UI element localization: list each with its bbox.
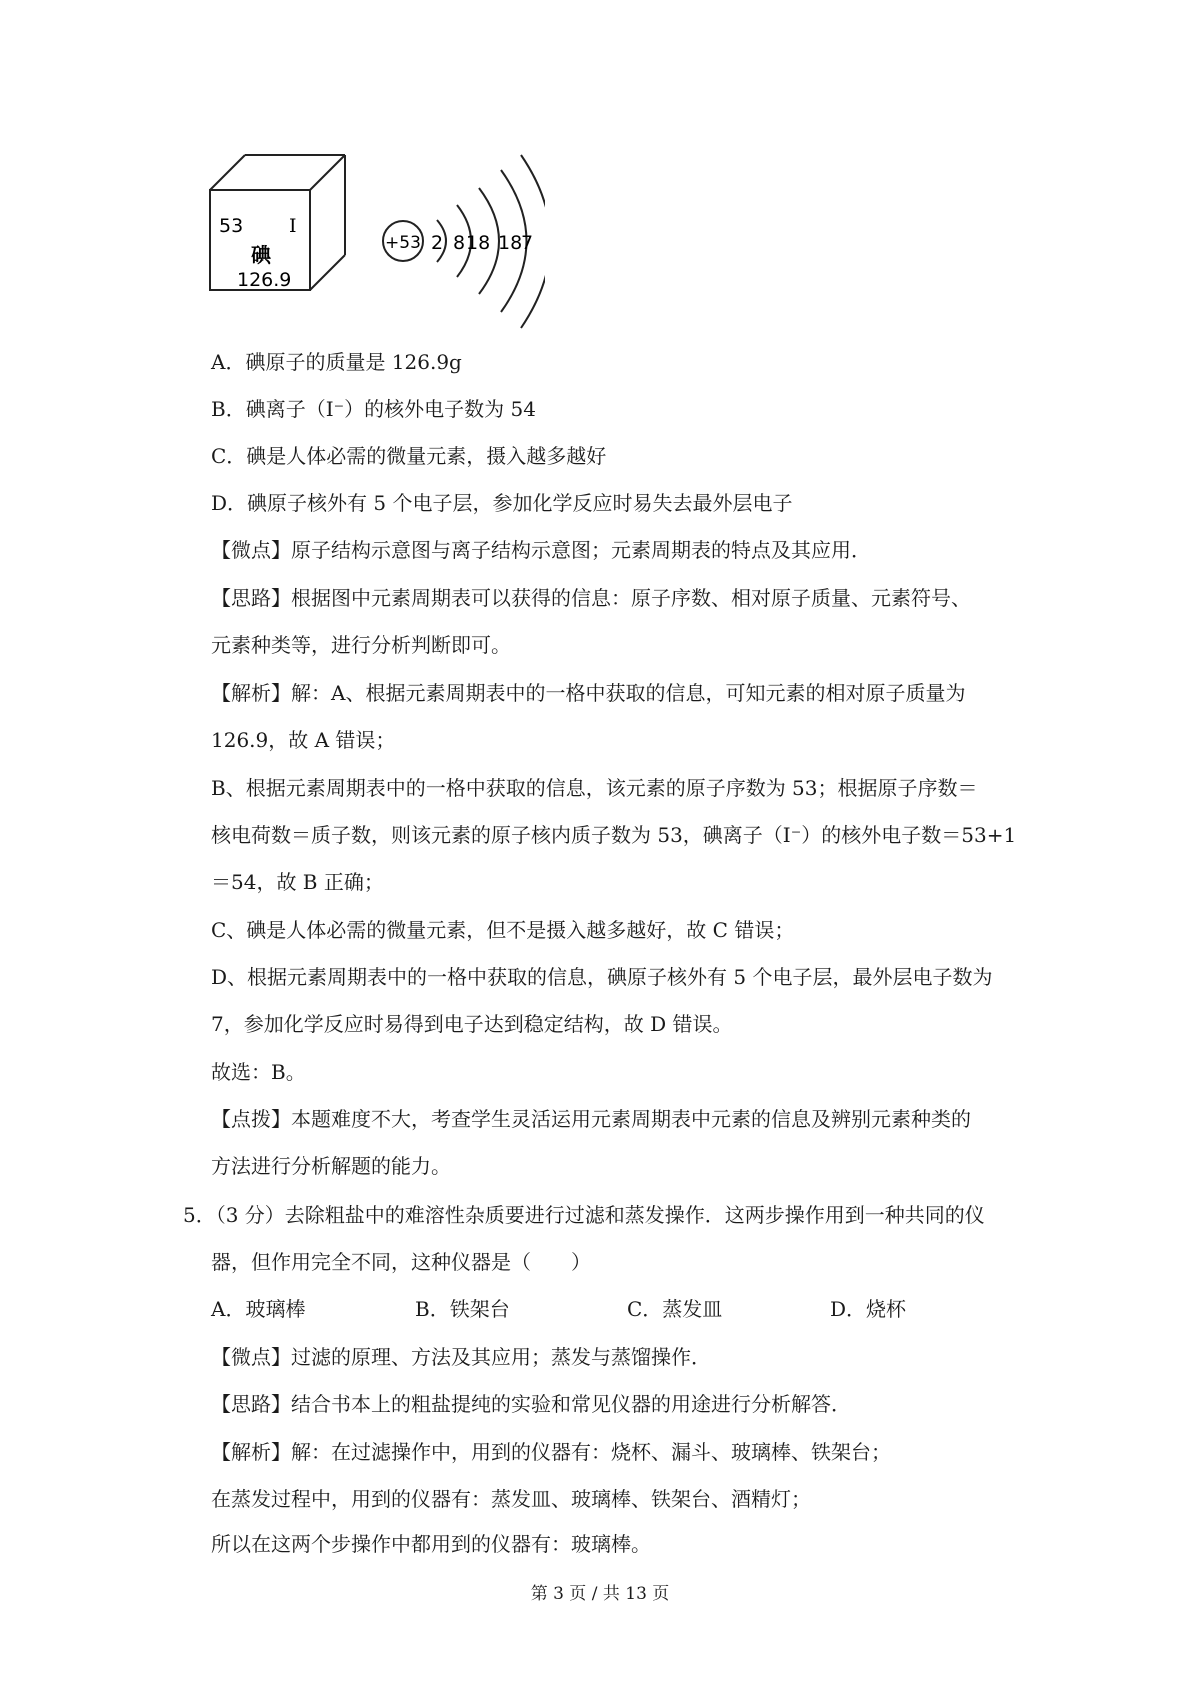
q5-silu: 【思路】结合书本上的粗盐提纯的实验和常见仪器的用途进行分析解答． <box>211 1392 851 1416</box>
q5-option-c: C．蒸发皿 <box>627 1297 723 1321</box>
q5-jiexi-line: 【解析】解：在过滤操作中，用到的仪器有：烧杯、漏斗、玻璃棒、铁架台； <box>211 1440 891 1464</box>
q4-jiexi-line: 【解析】解：A、根据元素周期表中的一格中获取的信息，可知元素的相对原子质量为 <box>211 681 966 705</box>
shell-electron-count: 18 <box>498 232 523 254</box>
q4-dianbo-line: 【点拨】本题难度不大，考查学生灵活运用元素周期表中元素的信息及辨别元素种类的 <box>211 1107 971 1131</box>
q4-jiexi-line: 7，参加化学反应时易得到电子达到稳定结构，故 D 错误。 <box>211 1012 733 1036</box>
q4-jiexi-line: C、碘是人体必需的微量元素，但不是摄入越多越好，故 C 错误； <box>211 918 795 942</box>
q5-option-b: B．铁架台 <box>415 1297 510 1321</box>
page-footer: 第 3 页 / 共 13 页 <box>530 1584 670 1604</box>
q5-weidian: 【微点】过滤的原理、方法及其应用；蒸发与蒸馏操作． <box>211 1345 711 1369</box>
q4-option-b: B．碘离子（I⁻）的核外电子数为 54 <box>211 397 536 421</box>
q4-jiexi-line: ＝54，故 B 正确； <box>211 870 384 894</box>
q4-jiexi-line: 核电荷数＝质子数，则该元素的原子核内质子数为 53，碘离子（I⁻）的核外电子数＝53+1 <box>211 823 1017 847</box>
atomic-structure-diagram <box>383 155 545 328</box>
iodine-figure <box>205 150 545 335</box>
q4-weidian: 【微点】原子结构示意图与离子结构示意图；元素周期表的特点及其应用． <box>211 538 871 562</box>
q4-silu-line: 元素种类等，进行分析判断即可。 <box>211 633 511 657</box>
q5-stem-line: 器，但作用完全不同，这种仪器是（ ） <box>211 1250 591 1274</box>
q5-option-d: D．烧杯 <box>830 1297 907 1321</box>
atomic-mass: 126.9 <box>237 269 292 291</box>
q4-option-c: C．碘是人体必需的微量元素，摄入越多越好 <box>211 444 607 468</box>
q4-dianbo-line: 方法进行分析解题的能力。 <box>211 1154 451 1178</box>
q5-jiexi-line: 所以在这两个步操作中都用到的仪器有：玻璃棒。 <box>211 1532 651 1556</box>
q5-stem-line: 5．（3 分）去除粗盐中的难溶性杂质要进行过滤和蒸发操作．这两步操作用到一种共同的仪 <box>183 1203 985 1227</box>
q4-jiexi-line: D、根据元素周期表中的一格中获取的信息，碘原子核外有 5 个电子层，最外层电子数为 <box>211 965 993 989</box>
shell-electron-count: 18 <box>466 232 491 254</box>
q5-option-a: A．玻璃棒 <box>211 1297 306 1321</box>
element-name: 碘 <box>251 243 271 267</box>
shell-electron-count: 8 <box>453 232 466 254</box>
q4-jiexi-line: 126.9，故 A 错误； <box>211 728 396 752</box>
nucleus-charge: +53 <box>385 233 421 253</box>
q4-jiexi-line: B、根据元素周期表中的一格中获取的信息，该元素的原子序数为 53；根据原子序数＝ <box>211 776 978 800</box>
q4-option-d: D．碘原子核外有 5 个电子层，参加化学反应时易失去最外层电子 <box>211 491 793 515</box>
atomic-number: 53 <box>219 215 244 237</box>
q4-answer: 故选：B。 <box>211 1060 306 1084</box>
q4-option-a: A．碘原子的质量是 126.9g <box>211 350 462 374</box>
element-symbol: I <box>289 215 297 237</box>
q5-jiexi-line: 在蒸发过程中，用到的仪器有：蒸发皿、玻璃棒、铁架台、酒精灯； <box>211 1487 811 1511</box>
q4-silu-line: 【思路】根据图中元素周期表可以获得的信息：原子序数、相对原子质量、元素符号、 <box>211 586 971 610</box>
shell-electron-count: 7 <box>521 232 534 254</box>
shell-electron-count: 2 <box>431 232 444 254</box>
